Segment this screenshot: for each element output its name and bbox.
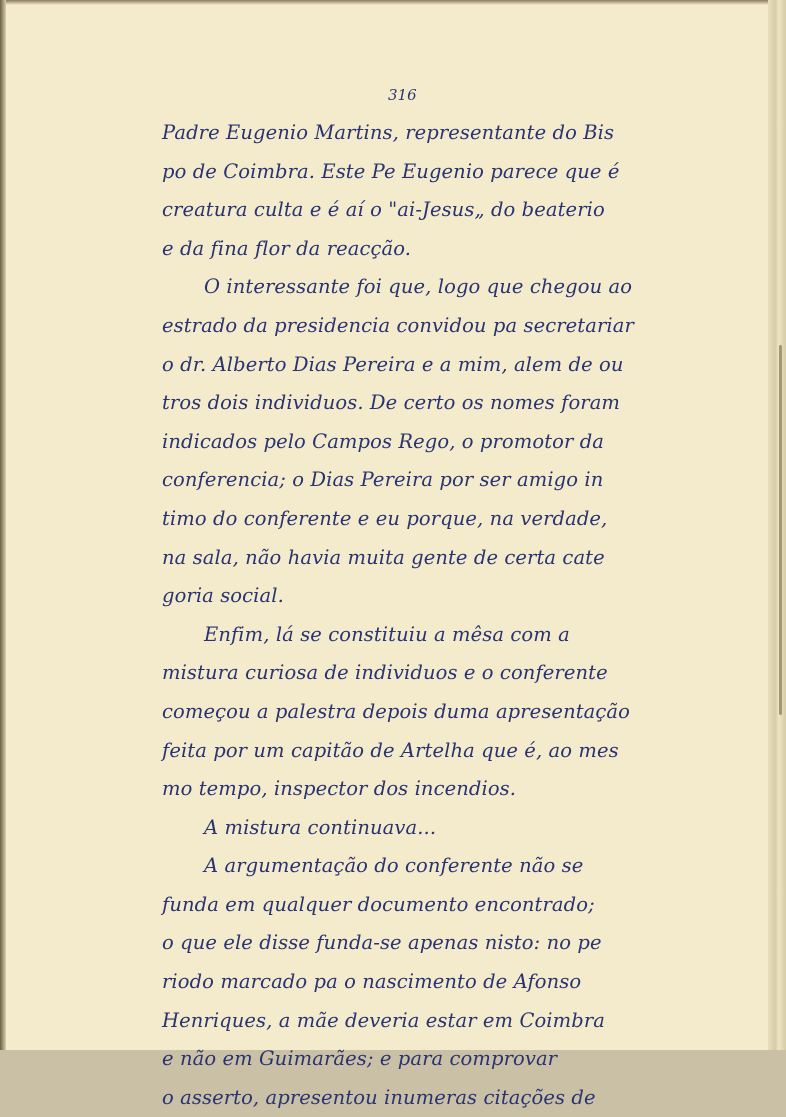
handwritten-line: A argumentação do conferente não se [204, 854, 584, 878]
page-binding-edge [768, 0, 786, 1050]
page-left-edge [0, 0, 6, 1050]
handwritten-line: A mistura continuava... [204, 815, 437, 839]
handwritten-text-body [162, 114, 672, 1117]
handwritten-line: conferencia; o Dias Pereira por ser amigo in [162, 468, 604, 492]
handwritten-line: e da fina flor da reacção. [162, 236, 412, 260]
handwritten-line: e não em Guimarães; e para comprovar [162, 1047, 558, 1071]
handwritten-line: feita por um capitão de Artelha que é, ao mes [162, 738, 619, 762]
handwritten-line: Padre Eugenio Martins, representante do Bis [162, 121, 615, 144]
handwritten-line: funda em qualquer documento encontrado; [162, 892, 595, 916]
handwritten-line: começou a palestra depois duma apresentação [162, 699, 630, 723]
handwritten-line: riodo marcado pa o nascimento de Afonso [162, 970, 582, 994]
handwritten-line: estrado da presidencia convidou pa secretariar [162, 313, 634, 337]
handwritten-line: tros dois individuos. De certo os nomes foram [162, 391, 621, 415]
handwritten-line: goria social. [162, 584, 284, 608]
handwritten-line: timo do conferente e eu porque, na verdade, [162, 506, 608, 530]
handwritten-line: Henriques, a mãe deveria estar em Coimbra [162, 1008, 605, 1032]
handwritten-line: Enfim, lá se constituiu a mêsa com a [204, 622, 570, 646]
handwritten-line: o que ele disse funda-se apenas nisto: no pe [162, 931, 602, 955]
handwritten-line: mistura curiosa de individuos e o conferente [162, 661, 608, 685]
handwritten-line: na sala, não havia muita gente de certa cate [162, 545, 605, 569]
handwritten-line: creatura culta e é aí o "ai-Jesus„ do beaterio [162, 198, 605, 222]
handwritten-line: o asserto, apresentou inumeras citações de [162, 1085, 596, 1109]
page-top-edge [0, 0, 786, 5]
handwritten-line: indicados pelo Campos Rego, o promotor da [162, 429, 605, 453]
binding-mark [779, 345, 782, 715]
handwritten-line: po de Coimbra. Este Pe Eugenio parece que é [162, 159, 620, 183]
handwritten-line: o dr. Alberto Dias Pereira e a mim, alem de ou [162, 352, 624, 376]
handwritten-line: mo tempo, inspector dos incendios. [162, 777, 517, 801]
page-number: 316 [388, 86, 417, 104]
handwritten-line: O interessante foi que, logo que chegou ao [204, 275, 633, 299]
